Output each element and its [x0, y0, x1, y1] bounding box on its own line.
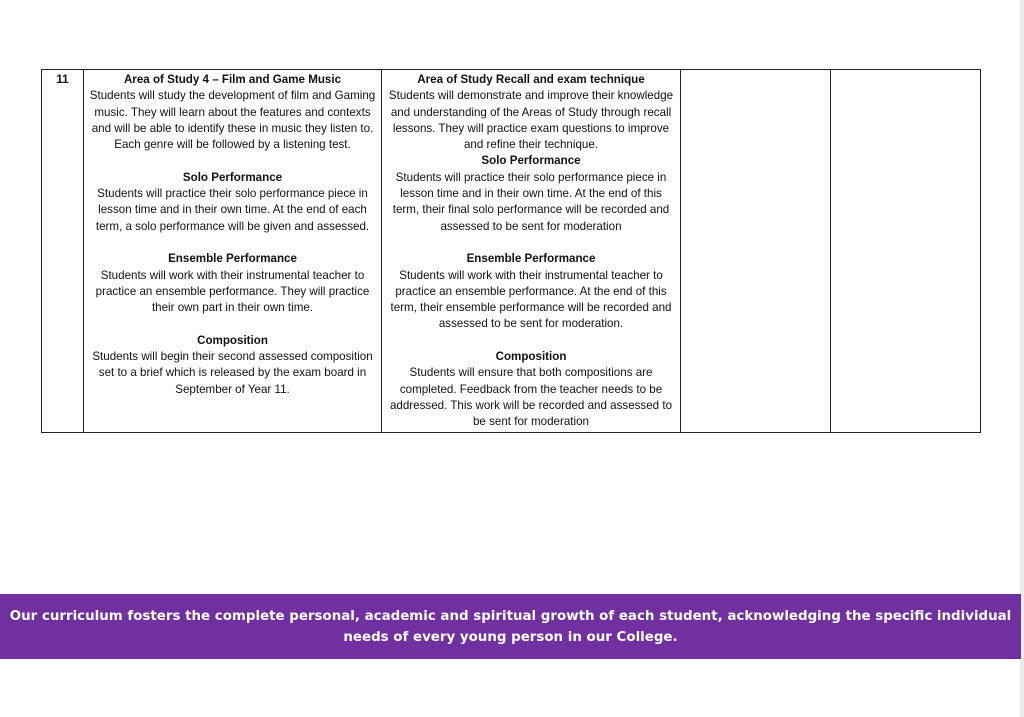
- year-cell: 11: [42, 70, 84, 433]
- recall-title: Area of Study Recall and exam technique: [417, 73, 645, 86]
- recall-body: Students will demonstrate and improve their knowledge and understanding of the Areas of Study through recall lessons. They will practice exam questions to improve and refine their technique.: [388, 89, 674, 152]
- composition-body: Students will ensure that both compositions are completed. Feedback from the teacher needs to be addressed. This work will be recorded and assessed to be sent for moderation: [389, 366, 673, 429]
- curriculum-banner: [0, 594, 1021, 659]
- solo-performance-body: Students will practice their solo performance piece in lesson time and in their own time. At the end of each term, a solo performance will be given and assessed.: [95, 187, 370, 233]
- aos4-title: Area of Study 4 – Film and Game Music: [123, 73, 342, 86]
- solo-performance-title: Solo Performance: [182, 170, 283, 184]
- empty-cell: [831, 70, 981, 433]
- table-row: [42, 70, 981, 433]
- empty-cell: [681, 70, 831, 433]
- ensemble-performance-body: Students will work with their instrumental teacher to practice an ensemble performance. They will practice their own part in their own time.: [95, 268, 370, 315]
- ensemble-performance-title: Ensemble Performance: [168, 252, 297, 266]
- composition-body: Students will begin their second assessed composition set to a brief which is released by the exam board in September of Year 11.: [92, 350, 373, 396]
- solo-performance-title: Solo Performance: [481, 154, 581, 168]
- term-2-cell: [382, 70, 681, 433]
- solo-performance-body: Students will practice their solo performance piece in lesson time and in their own time. At the end of this term, their final solo performance will be recorded and assessed to be sent for moderation: [392, 170, 670, 233]
- curriculum-table: [41, 69, 981, 433]
- composition-title: Composition: [197, 333, 268, 347]
- ensemble-performance-title: Ensemble Performance: [466, 252, 596, 266]
- aos4-body: Students will study the development of film and Gaming music. They will learn about the features and contexts and will be able to identify these in music they listen to. Each genre will be followed by a listening test.: [89, 89, 376, 152]
- banner-text: Our curriculum fosters the complete personal, academic and spiritual growth of each student, acknowledging the specific individual needs of every young person in our College.: [9, 608, 1012, 645]
- term-1-cell: [84, 70, 382, 433]
- composition-title: Composition: [495, 350, 567, 364]
- ensemble-performance-body: Students will work with their instrumental teacher to practice an ensemble performance. At the end of this term, their ensemble performance will be recorded and assessed to be sent for moderation.: [390, 268, 672, 331]
